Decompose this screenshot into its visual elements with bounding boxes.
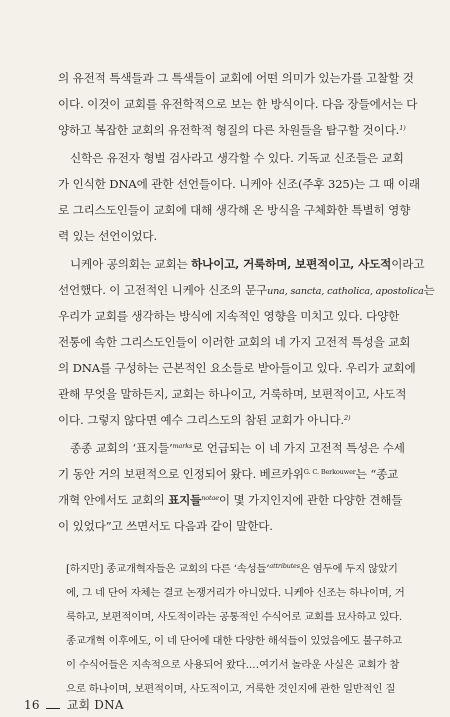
body-line: 신학은 유전자 형벌 검사라고 생각할 수 있다. 기독교 신조들은 교회 — [70, 151, 404, 165]
body-line: 이다. 이것이 교회를 유전학적으로 보는 한 방식이다. 다음 장들에서는 다 — [58, 97, 418, 111]
body-line: 기 동안 거의 보편적으로 인정되어 왔다. 베르카위$^{G. C. Berkouwer}$는 “종교 — [58, 467, 399, 481]
body-line: 우리가 교회를 생각하는 방식에 지속적인 영향을 미치고 있다. 다양한 — [58, 309, 400, 323]
latin-phrase: una, sancta, catholica, apostolica — [267, 286, 424, 297]
term-annotation: notae — [201, 494, 219, 502]
footnote-ref: 2) — [343, 414, 351, 422]
footnote-ref: 1) — [399, 124, 406, 132]
body-line: 의 DNA를 구성하는 근본적인 요소들로 받아들이고 있다. 우리가 교회에 — [58, 361, 416, 375]
body-line: 선언했다. 이 고전적인 니케아 신조의 문구una, sancta, catholica, apostolica는 — [58, 283, 435, 297]
book-title: 교회 DNA — [66, 698, 124, 712]
quote-line: 이 수식어들은 지속적으로 사용되어 왔다.…여기서 놀라운 사실은 교회가 참 — [66, 659, 400, 671]
quote-line: 종교개혁 이후에도, 이 네 단어에 대한 다양한 해석들이 있었음에도 불구하고 — [66, 635, 402, 647]
body-line: 양하고 복잡한 교회의 유전학적 형질의 다른 차원들을 탐구할 것이다.$^{1)}$ — [58, 123, 406, 137]
quote-line: [하지만] 종교개혁자들은 교회의 다른 ‘속성들’$^{attributes}$은 염두에 두지 않았기 — [66, 562, 398, 575]
body-line: 니케아 공의회는 교회는 하나이고, 거룩하며, 보편적이고, 사도적이라고 — [70, 257, 425, 271]
emphasis: 하나이고, 거룩하며, 보편적이고, 사도적 — [191, 257, 392, 271]
term-annotation: marks — [172, 442, 193, 450]
body-line: 이다. 그렇지 않다면 예수 그리스도의 참된 교회가 아니다.$^{2)}$ — [58, 413, 351, 427]
body-line: 가 인식한 DNA에 관한 선언들이다. 니케아 신조(주후 325)는 그 때 이래 — [58, 177, 420, 191]
footer-rule — [46, 708, 60, 709]
quote-line: 으로 하나이며, 보편적이며, 사도적이고, 거룩한 것인지에 관한 일반적인 질 — [66, 683, 396, 695]
body-line: 전통에 속한 그리스도인들이 이러한 교회의 네 가지 고전적 특성을 교회 — [58, 335, 411, 349]
body-line: 관해 무엇을 말하든지, 교회는 하나이고, 거룩하며, 보편적이고, 사도적 — [58, 387, 407, 401]
emphasis: 표지들 — [168, 493, 202, 507]
page-footer — [24, 696, 124, 713]
body-line: 개혁 안에서도 교회의 표지들$^{notae}$이 몇 가지인지에 관한 다양한 견해들 — [58, 493, 403, 507]
term-annotation: G. C. Berkouwer — [303, 468, 356, 476]
body-line: 의 유전적 특색들과 그 특색들이 교회에 어떤 의미가 있는가를 고찰할 것 — [58, 71, 414, 85]
body-line: 종종 교회의 ‘표지들’$^{marks}$로 언급되는 이 네 가지 고전적 특성은 수세 — [70, 441, 405, 455]
term-annotation: attributes — [269, 562, 300, 570]
quote-line: 에, 그 네 단어 자체는 결코 논쟁거리가 아니었다. 니케아 신조는 하나이며, 거 — [66, 587, 405, 599]
body-line: 이 있었다”고 쓰면서도 다음과 같이 말한다. — [58, 519, 273, 533]
page-number: 16 — [24, 698, 40, 712]
quote-line: 룩하고, 보편적이며, 사도적이라는 공통적인 수식어로 교회를 묘사하고 있다. — [66, 611, 402, 623]
body-line: 로 그리스도인들이 교회에 대해 생각해 온 방식을 구체화한 특별히 영향 — [58, 203, 411, 217]
body-line: 력 있는 선언이었다. — [58, 229, 158, 243]
